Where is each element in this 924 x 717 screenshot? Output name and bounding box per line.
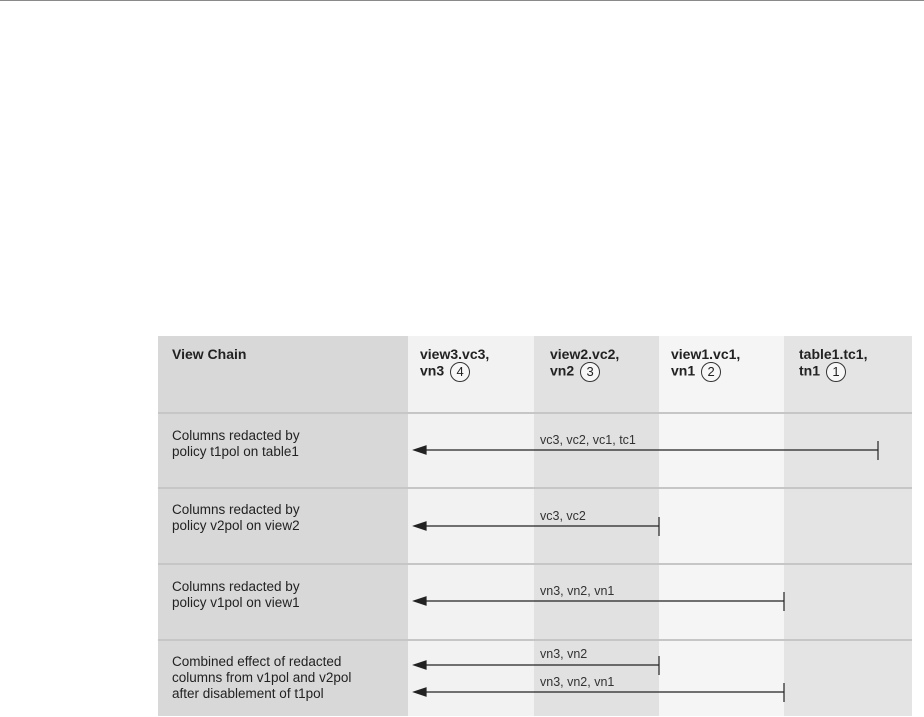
row-label-line: Columns redacted by — [172, 502, 300, 517]
arrow-label-v1pol: vn3, vn2, vn1 — [540, 584, 615, 598]
arrow-label-combined-v2pol: vn3, vn2 — [540, 647, 588, 661]
row-label-line: policy v2pol on view2 — [172, 518, 300, 533]
header-view2-line2: vn2 — [550, 362, 575, 379]
step-number-badge: 1 — [826, 362, 846, 382]
top-rule — [0, 0, 924, 1]
arrow-t1pol — [414, 441, 878, 460]
arrow-v1pol — [414, 592, 784, 611]
row-label-line: Combined effect of redacted — [172, 654, 342, 669]
header-view3-line2: vn3 — [420, 362, 445, 379]
step-number-badge: 2 — [701, 362, 721, 382]
arrows-layer — [158, 336, 912, 716]
arrow-label-t1pol: vc3, vc2, vc1, tc1 — [540, 433, 636, 447]
row-label-line: policy t1pol on table1 — [172, 444, 299, 459]
row-label-line: Columns redacted by — [172, 579, 300, 594]
header-view2-line1: view2.vc2, — [550, 346, 620, 362]
arrow-label-v2pol: vc3, vc2 — [540, 509, 586, 523]
header-view3-line1: view3.vc3, — [420, 346, 490, 362]
arrow-combined-v2pol — [414, 656, 659, 675]
header-title: View Chain — [172, 346, 247, 362]
row-label-line: Columns redacted by — [172, 428, 300, 443]
header-table1-line2: tn1 — [799, 362, 820, 379]
view-chain-diagram — [158, 336, 912, 716]
header-table1-line1: table1.tc1, — [799, 346, 868, 362]
row-label-line: after disablement of t1pol — [172, 686, 324, 701]
arrow-v2pol — [414, 517, 659, 536]
row-label-line: policy v1pol on view1 — [172, 595, 300, 610]
row-label-line: columns from v1pol and v2pol — [172, 670, 352, 685]
arrow-combined-v1pol — [414, 683, 784, 702]
header-view1-line2: vn1 — [671, 362, 696, 379]
header-view1-line1: view1.vc1, — [671, 346, 741, 362]
step-number-badge: 3 — [580, 362, 600, 382]
arrow-label-combined-v1pol: vn3, vn2, vn1 — [540, 675, 615, 689]
step-number-badge: 4 — [450, 362, 470, 382]
